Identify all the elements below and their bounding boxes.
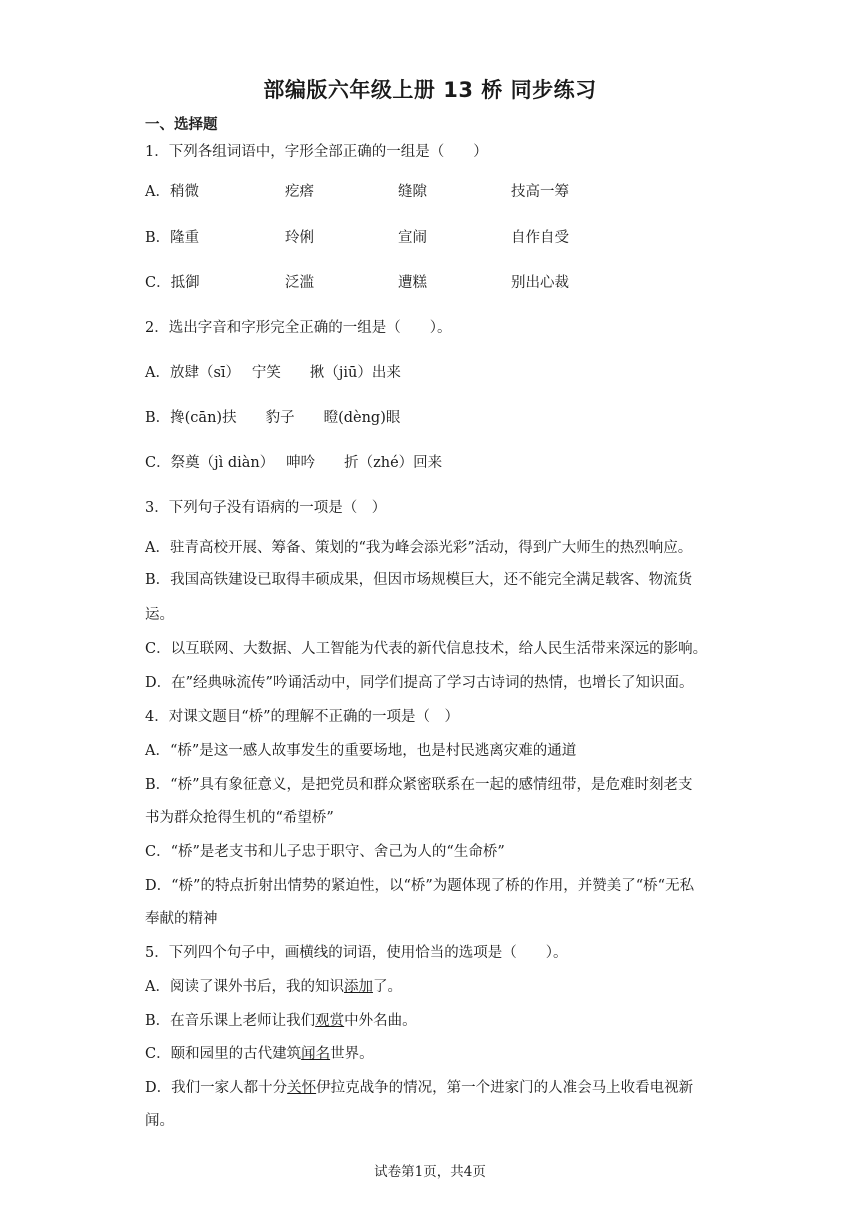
underlined-word: 闻名 xyxy=(301,1046,331,1062)
page-footer: 试卷第1页，共4页 xyxy=(374,1164,486,1180)
page-title: 部编版六年级上册 13 桥 同步练习 xyxy=(263,78,597,102)
question-3-option-b-cont: 运。 xyxy=(145,607,174,623)
option-word: 遭糕 xyxy=(398,275,427,291)
question-4-option-c: C．“桥”是老支书和儿子忠于职守、舍己为人的“生命桥” xyxy=(145,844,505,860)
question-3-stem: 3．下列句子没有语病的一项是（ ） xyxy=(145,500,387,516)
option-word: A．稍微 xyxy=(145,184,199,200)
question-1-stem: 1．下列各组词语中，字形全部正确的一组是（ ） xyxy=(145,144,488,160)
question-4-stem: 4．对课文题目“桥”的理解不正确的一项是（ ） xyxy=(145,709,460,725)
underlined-word: 观赏 xyxy=(315,1013,345,1029)
question-2-option-b: B．搀(cān)扶 豹子 瞪(dèng)眼 xyxy=(145,410,401,426)
question-5-option-a xyxy=(145,975,402,996)
question-4-option-d-cont: 奉献的精神 xyxy=(145,911,218,927)
section-heading: 一、选择题 xyxy=(145,117,218,133)
question-5-option-b xyxy=(145,1009,417,1030)
option-text: 中外名曲。 xyxy=(344,1013,417,1029)
question-4-option-b: B．“桥”具有象征意义，是把党员和群众紧密联系在一起的感情纽带，是危难时刻老支 xyxy=(145,777,693,793)
option-word: C．抵御 xyxy=(145,275,200,291)
question-5-option-d xyxy=(145,1076,693,1097)
option-text: 世界。 xyxy=(330,1046,374,1062)
question-2-stem: 2．选出字音和字形完全正确的一组是（ ）。 xyxy=(145,320,452,336)
question-4-option-d: D．“桥”的特点折射出情势的紧迫性，以“桥”为题体现了桥的作用，并赞美了“桥“无私 xyxy=(145,878,695,894)
question-5-stem: 5．下列四个句子中，画横线的词语，使用恰当的选项是（ ）。 xyxy=(145,945,568,961)
question-2-option-c: C．祭奠（jì diàn） 呻吟 折（zhé）回来 xyxy=(145,455,443,471)
option-word: 宣闹 xyxy=(398,230,427,246)
option-word: 技高一筹 xyxy=(511,184,569,200)
option-text: B．在音乐课上老师让我们 xyxy=(145,1013,316,1029)
option-word: 玲俐 xyxy=(285,230,314,246)
question-3-option-d: D．在”经典咏流传”吟诵活动中，同学们提高了学习古诗词的热情，也增长了知识面。 xyxy=(145,675,694,691)
option-word: 疙瘩 xyxy=(285,184,314,200)
question-3-option-c: C．以互联网、大数据、人工智能为代表的新代信息技术，给人民生活带来深远的影响。 xyxy=(145,641,708,657)
question-4-option-a: A．“桥”是这一感人故事发生的重要场地，也是村民逃离灾难的通道 xyxy=(145,743,577,759)
question-3-option-a: A．驻青高校开展、筹备、策划的“我为峰会添光彩”活动，得到广大师生的热烈响应。 xyxy=(145,540,693,556)
question-2-option-a: A．放肆（sī） 宁笑 揪（jiū）出来 xyxy=(145,365,401,381)
option-text: A．阅读了课外书后，我的知识 xyxy=(145,979,344,995)
option-word: B．隆重 xyxy=(145,230,200,246)
question-4-option-b-cont: 书为群众抢得生机的“希望桥” xyxy=(145,810,334,826)
question-5-option-c xyxy=(145,1042,374,1063)
option-word: 缝隙 xyxy=(398,184,427,200)
option-text: D．我们一家人都十分 xyxy=(145,1080,288,1096)
option-text: 了。 xyxy=(372,979,402,995)
option-text: 伊拉克战争的情况，第一个进家门的人准会马上收看电视新 xyxy=(316,1080,694,1096)
option-word: 别出心裁 xyxy=(511,275,569,291)
question-5-option-d-cont: 闻。 xyxy=(145,1113,174,1129)
option-word: 泛滥 xyxy=(285,275,314,291)
underlined-word: 添加 xyxy=(343,979,373,995)
underlined-word: 关怀 xyxy=(287,1080,317,1096)
option-word: 自作自受 xyxy=(511,230,569,246)
question-3-option-b: B．我国高铁建设已取得丰硕成果，但因市场规模巨大，还不能完全满足载客、物流货 xyxy=(145,572,693,588)
option-text: C．颐和园里的古代建筑 xyxy=(145,1046,302,1062)
